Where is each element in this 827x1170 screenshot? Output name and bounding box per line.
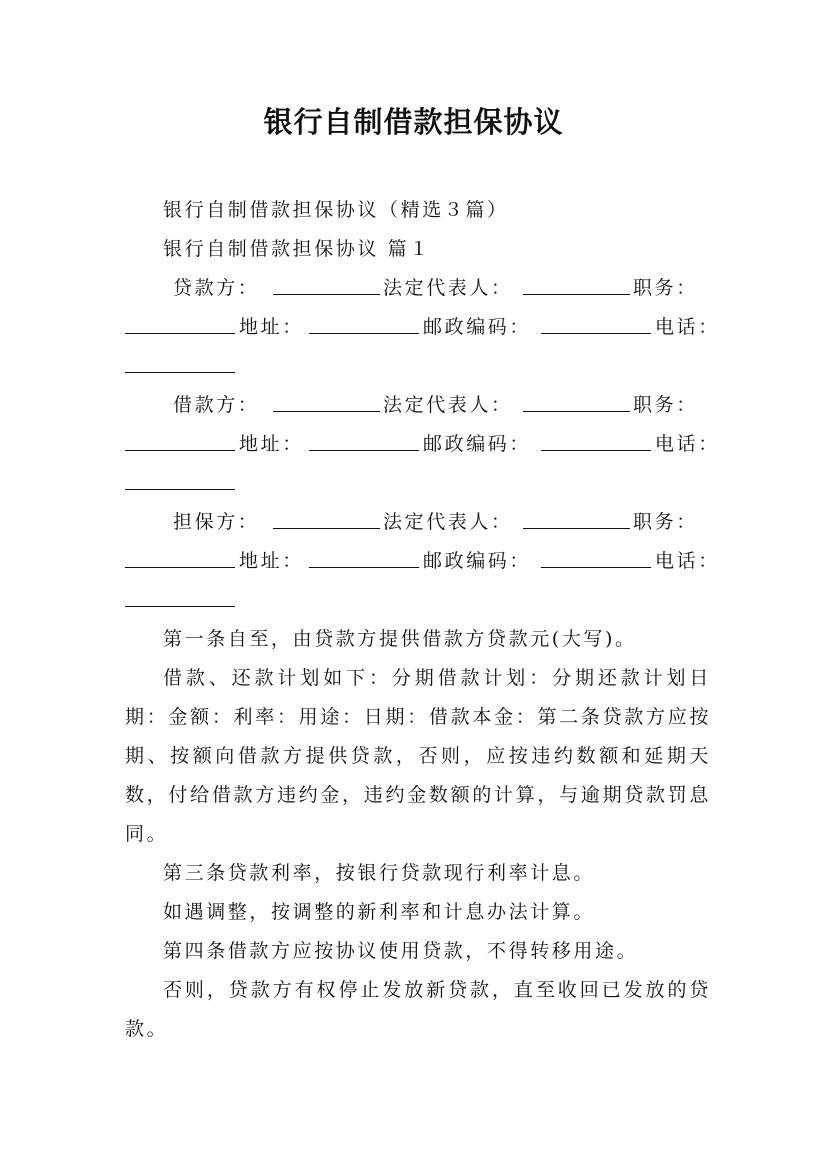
phone-blank[interactable] <box>125 464 235 504</box>
clause-paragraph: 否则，贷款方有权停止发放新贷款，直至收回已发放的贷款。 <box>125 979 711 1040</box>
title-blank[interactable] <box>523 269 630 309</box>
address-blank[interactable] <box>309 308 419 348</box>
title-label: 职务： <box>633 511 698 533</box>
party-block-lender <box>125 269 720 386</box>
phone-blank[interactable] <box>125 347 235 387</box>
address-label: 地址： <box>239 550 304 572</box>
address-blank[interactable] <box>309 425 419 465</box>
rep-blank[interactable] <box>273 503 380 543</box>
postcode-blank[interactable] <box>541 308 651 348</box>
title-blank[interactable] <box>523 386 630 426</box>
title-blank[interactable] <box>523 503 630 543</box>
phone-blank[interactable] <box>125 581 235 621</box>
rep-label: 法定代表人： <box>383 277 513 299</box>
title-value-blank[interactable] <box>125 542 235 582</box>
title-value-blank[interactable] <box>125 308 235 348</box>
address-blank[interactable] <box>309 542 419 582</box>
postcode-label: 邮政编码： <box>423 316 532 338</box>
postcode-blank[interactable] <box>541 425 651 465</box>
party-role-label: 担保方： <box>173 511 260 533</box>
section-heading: 银行自制借款担保协议 篇１ <box>163 238 431 260</box>
phone-label: 电话： <box>655 433 720 455</box>
phone-label: 电话： <box>655 316 720 338</box>
clause-paragraph: 第一条自至，由贷款方提供借款方贷款元(大写)。 <box>163 628 637 650</box>
clause-paragraph: 第四条借款方应按协议使用贷款，不得转移用途。 <box>163 940 639 962</box>
party-block-guarantor <box>125 503 720 620</box>
title-label: 职务： <box>633 394 698 416</box>
clause-paragraph: 借款、还款计划如下：分期借款计划：分期还款计划日期：金额：利率：用途：日期：借款本金：第二条贷款方应按期、按额向借款方提供贷款，否则，应按违约数额和延期天数，付给借款方违约金，违约金数额的计算，与逾期贷款罚息同。 <box>125 667 711 845</box>
document-subtitle: 银行自制借款担保协议（精选３篇） <box>163 199 509 221</box>
clause-paragraph: 第三条贷款利率，按银行贷款现行利率计息。 <box>163 862 596 884</box>
postcode-label: 邮政编码： <box>423 550 532 572</box>
party-role-label: 借款方： <box>173 394 260 416</box>
document-title: 银行自制借款担保协议 <box>263 105 564 139</box>
party-block-borrower <box>125 386 720 503</box>
rep-label: 法定代表人： <box>383 394 513 416</box>
rep-label: 法定代表人： <box>383 511 513 533</box>
address-label: 地址： <box>239 316 304 338</box>
phone-label: 电话： <box>655 550 720 572</box>
address-label: 地址： <box>239 433 304 455</box>
party-role-label: 贷款方： <box>173 277 260 299</box>
clause-paragraph: 如遇调整，按调整的新利率和计息办法计算。 <box>163 901 596 923</box>
rep-blank[interactable] <box>273 386 380 426</box>
postcode-label: 邮政编码： <box>423 433 532 455</box>
postcode-blank[interactable] <box>541 542 651 582</box>
title-value-blank[interactable] <box>125 425 235 465</box>
document-body <box>125 191 720 1049</box>
title-label: 职务： <box>633 277 698 299</box>
rep-blank[interactable] <box>273 269 380 309</box>
